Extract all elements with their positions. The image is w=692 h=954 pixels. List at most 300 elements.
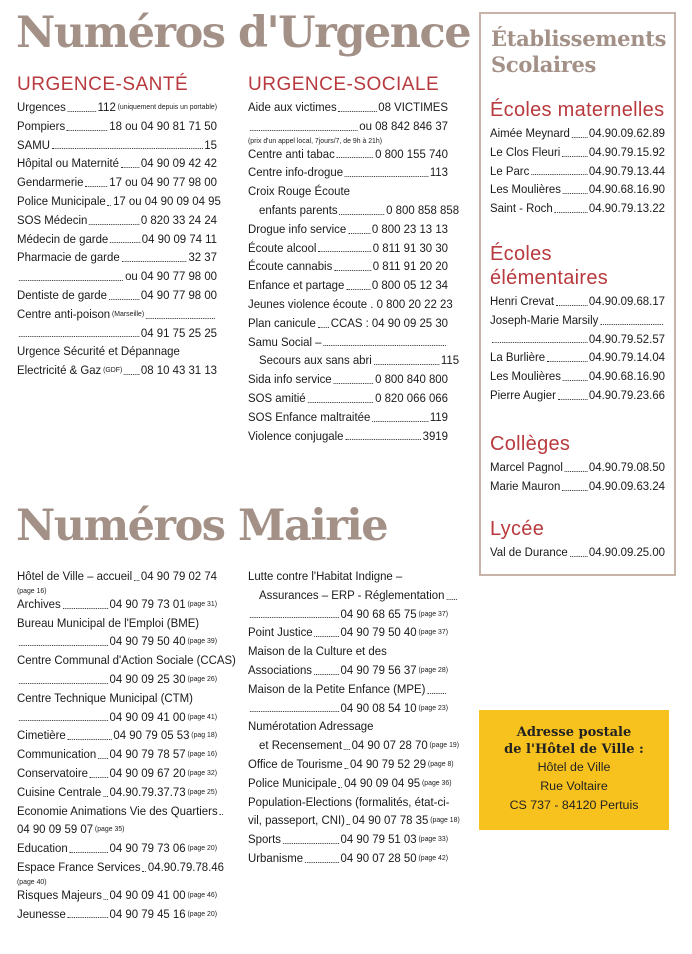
list-item [17, 886, 217, 905]
row-label: Education [17, 841, 68, 856]
list-item [17, 267, 217, 286]
row-number: 17 ou 04 90 77 98 00 [109, 175, 217, 190]
row-number: 04.90.09.68.17 [588, 294, 666, 308]
row-label: Centre anti tabac [248, 146, 335, 161]
row-number: 04 90 07 78 35 [352, 813, 429, 828]
list-item [17, 98, 217, 117]
row-label: Écoute alcool [248, 240, 317, 255]
dot-leader [250, 711, 339, 712]
dot-leader [314, 674, 339, 675]
dot-leader [323, 345, 446, 346]
dot-leader [103, 796, 108, 797]
list-item [17, 117, 217, 136]
row-number: 3919 [422, 428, 448, 443]
row-number: 04.90.09.62.89 [588, 126, 666, 140]
list-item [248, 351, 459, 370]
list-item [248, 220, 448, 239]
dot-leader [63, 608, 108, 609]
urgence-sociale-section [248, 74, 460, 445]
maternelles-section [490, 98, 665, 218]
row-note: (page 23) [418, 702, 448, 712]
row-label: Point Justice [248, 625, 313, 640]
list-item [17, 839, 217, 858]
dot-leader [337, 157, 374, 158]
list-item [248, 774, 452, 793]
dot-leader [68, 111, 96, 112]
urgence-title: Numéros d'Urgence [16, 8, 471, 58]
row-label: Population-Elections (formalités, état-ci- [248, 794, 450, 809]
dot-leader [19, 683, 108, 684]
adresse-title-line1: Adresse postale [516, 725, 632, 740]
text-line [248, 586, 459, 605]
row-label: Aide aux victimes [248, 100, 337, 114]
note-line: (page 16) [17, 585, 47, 595]
row-number: 04.90.79.52.57 [588, 331, 666, 346]
row-label: Centre Communal d'Action Sociale (CCAS) [17, 653, 236, 668]
dot-leader [108, 205, 112, 206]
dot-leader [98, 758, 108, 759]
row-label: Numérotation Adressage [248, 719, 374, 734]
list-item [17, 230, 217, 249]
row-label: Centre Technique Municipal (CTM) [17, 690, 193, 705]
row-label: Communication [17, 747, 97, 762]
row-label: Henri Crevat [490, 294, 554, 308]
row-label: Enfance et partage [248, 278, 345, 293]
row-number: 04 90 77 98 00 [140, 287, 217, 302]
row-label: Sida info service [248, 372, 332, 387]
note-line: (page 40) [17, 876, 47, 886]
list-item [248, 257, 448, 276]
row-label: Marie Mauron [490, 478, 561, 493]
row-number: 04 90 79 05 53 [113, 728, 190, 743]
dot-leader [346, 289, 370, 290]
text-line [17, 689, 201, 708]
row-number: 04 90 79 02 74 [140, 569, 217, 583]
row-number: 08 10 43 31 13 [140, 363, 217, 378]
dot-leader [318, 251, 371, 252]
dot-leader [19, 720, 108, 721]
list-item [490, 367, 665, 386]
text-line [17, 651, 236, 670]
urgence-sante-list [17, 98, 221, 342]
list-item [248, 736, 459, 755]
row-number: 0 800 840 800 [375, 372, 448, 387]
row-number: 04.90.79.37.73 [109, 784, 186, 799]
list-item [17, 726, 217, 745]
row-number: 04 90 79 50 40 [340, 625, 417, 640]
dot-leader [556, 305, 587, 306]
row-number: 04 90 09 25 30 [109, 671, 186, 686]
list-item [248, 427, 448, 446]
row-label: Les Moulières [490, 369, 561, 384]
dot-leader [146, 318, 215, 319]
dot-leader [89, 224, 139, 225]
dot-leader [562, 490, 587, 491]
list-item [17, 173, 217, 192]
list-item [248, 605, 448, 624]
list-item [248, 370, 448, 389]
list-item [490, 543, 665, 562]
row-number: 04 90 09 42 42 [140, 156, 217, 171]
row-label: Écoute cannabis [248, 259, 333, 274]
list-item [490, 124, 665, 143]
depannage-row [17, 361, 217, 380]
row-label: Associations [248, 662, 312, 677]
row-label: Lutte contre l'Habitat Indigne – [248, 569, 403, 583]
list-item [248, 117, 448, 136]
list-item [248, 830, 448, 849]
row-label: La Burlière [490, 350, 546, 365]
row-label: Electricité & Gaz [17, 363, 102, 378]
dot-leader [283, 843, 339, 844]
dot-leader [446, 599, 457, 600]
row-label: Pompiers [17, 118, 66, 133]
row-label: 04 90 09 59 07 [17, 822, 94, 837]
text-line [248, 182, 432, 201]
row-number: 04 90 79 51 03 [340, 832, 417, 847]
row-label: et Recensement [259, 738, 343, 753]
dot-leader [68, 739, 112, 740]
row-label: Hôtel de Ville – accueil [17, 569, 133, 583]
dot-leader [85, 186, 107, 187]
row-number: 113 [429, 165, 448, 180]
row-number: 04.90.79.13.22 [588, 201, 666, 216]
row-number: 04.90.68.16.90 [588, 369, 666, 384]
dot-leader [104, 899, 108, 900]
row-label: Plan canicule [248, 315, 316, 330]
row-number: 04.90.09.63.24 [588, 478, 666, 493]
adresse-line1: Hôtel de Ville [537, 760, 611, 774]
dot-leader [562, 156, 587, 157]
dot-leader [109, 299, 139, 300]
list-item [17, 905, 217, 924]
row-label: Les Moulières [490, 182, 561, 197]
row-note: (GDF) [103, 365, 123, 375]
dot-leader [250, 130, 358, 131]
text-line [17, 820, 217, 839]
list-item [17, 136, 217, 155]
row-label: Cuisine Centrale [17, 784, 102, 799]
list-item [248, 201, 459, 220]
list-item [490, 386, 665, 405]
dot-leader [314, 636, 338, 637]
row-number: 119 [429, 409, 448, 424]
list-item [17, 192, 221, 211]
dot-leader [339, 787, 343, 788]
dot-leader [563, 380, 587, 381]
row-label: Police Municipale [17, 193, 106, 208]
list-item [17, 154, 217, 173]
row-label: enfants parents [259, 202, 338, 217]
row-number: 04 90 09 41 00 [109, 887, 186, 902]
row-label: Urbanisme [248, 850, 304, 865]
row-number: 115 [440, 353, 460, 368]
row-number: 04 90 09 74 11 [141, 231, 217, 246]
elementaires-heading-line2: élémentaires [490, 267, 609, 289]
row-label: Dentiste de garde [17, 287, 107, 302]
list-item [490, 180, 665, 199]
row-note: (page 18) [430, 815, 460, 825]
list-item [248, 811, 460, 830]
row-number: 04.90.79.23.66 [588, 387, 666, 402]
text-line [248, 717, 432, 736]
row-number: 04 90 09 04 95 [344, 775, 421, 790]
dot-leader [122, 261, 187, 262]
row-label: Aimée Meynard [490, 126, 570, 140]
row-number: CCAS : 04 90 09 25 30 [330, 315, 448, 330]
row-number: 04 90 79 52 29 [349, 756, 427, 771]
row-number: 04 90 79 78 57 [109, 747, 186, 762]
dot-leader [307, 402, 373, 403]
row-label: Médecin de garde [17, 231, 109, 246]
dot-leader [134, 580, 139, 581]
note-line: (prix d'un appel local, 7jours/7, de 9h à 21h) [248, 135, 383, 145]
dot-leader [220, 814, 224, 815]
row-label: Croix Rouge Écoute [248, 184, 351, 199]
row-label: Cimetière [17, 728, 66, 743]
list-item [490, 162, 665, 181]
row-number: 0 811 91 30 30 [372, 240, 448, 255]
list-item [248, 239, 448, 258]
dot-leader [52, 148, 203, 149]
row-note: (page 32) [187, 767, 217, 777]
dot-leader [19, 645, 108, 646]
adresse-postale-box [479, 710, 669, 830]
row-note: (page 20) [187, 843, 217, 853]
list-item [17, 708, 217, 727]
row-note: (uniquement depuis un portable) [117, 102, 217, 111]
dot-leader [570, 556, 588, 557]
list-item [17, 802, 217, 821]
row-number: 04 91 75 25 25 [140, 325, 217, 340]
list-item [248, 849, 448, 868]
row-number: 04 90 79 56 37 [340, 662, 417, 677]
list-item [17, 745, 217, 764]
row-note: (page 36) [421, 777, 452, 787]
list-item [248, 163, 448, 182]
dot-leader [427, 693, 446, 694]
row-label: SOS Enfance maltraitée [248, 409, 371, 424]
dot-leader [565, 471, 587, 472]
row-label: Marcel Pagnol [490, 460, 563, 474]
row-label: Centre anti-poison [17, 306, 111, 321]
row-number: 0 800 05 12 34 [371, 278, 448, 293]
text-line [248, 642, 432, 661]
mairie-title: Numéros Mairie [16, 501, 388, 551]
dot-leader [492, 342, 587, 343]
list-item [248, 623, 448, 642]
row-label: Joseph-Marie Marsily [490, 312, 599, 327]
row-number: 04.90.09.25.00 [588, 545, 666, 559]
row-number: 04.90.79.08.50 [588, 460, 666, 474]
list-item [490, 143, 665, 162]
dot-leader [572, 137, 587, 138]
row-number: 0 800 858 858 [386, 202, 460, 217]
list-item [490, 292, 665, 311]
row-label: Le Parc [490, 163, 530, 178]
list-item [490, 311, 665, 330]
row-number: 15 [204, 137, 217, 152]
row-number: 04.90.79.78.46 [147, 859, 224, 874]
dot-leader [142, 871, 146, 872]
list-item [17, 783, 217, 802]
dot-leader [333, 383, 373, 384]
lycee-heading: Lycée [490, 518, 545, 540]
depannage-label: Urgence Sécurité et Dépannage [17, 344, 180, 359]
row-label: Office de Tourisme [248, 756, 343, 771]
row-number: 0 820 066 066 [375, 390, 448, 405]
dot-leader [90, 777, 108, 778]
dot-leader [344, 768, 348, 769]
dot-leader [70, 852, 108, 853]
dot-leader [347, 824, 351, 825]
dot-leader [124, 374, 139, 375]
row-number: 04 90 09 41 00 [109, 709, 186, 724]
dot-leader [250, 617, 339, 618]
mairie-left-list [17, 567, 236, 923]
adresse-title-line2: de l'Hôtel de Ville : [504, 742, 644, 757]
etablissements-title-line1: Établissements [491, 26, 667, 51]
dot-leader [531, 174, 587, 175]
dot-leader [345, 176, 428, 177]
urgence-sociale-heading: URGENCE-SOCIALE [248, 74, 440, 95]
row-label: Economie Animations Vie des Quartiers [17, 803, 218, 818]
row-note: (page 35) [94, 824, 125, 834]
row-label: Pharmacie de garde [17, 250, 120, 265]
row-label: Police Municipale [248, 775, 337, 790]
row-number: 04 90 79 73 06 [109, 841, 186, 856]
row-label: Sports [248, 832, 281, 847]
list-item [248, 661, 448, 680]
text-line [17, 614, 201, 633]
row-label: Pierre Augier [490, 387, 556, 402]
row-label: Samu Social – [248, 334, 322, 349]
row-number: 32 37 [188, 250, 217, 265]
list-item [248, 314, 448, 333]
row-number: 17 ou 04 90 09 04 95 [113, 193, 221, 208]
etablissements-title-line2: Scolaires [491, 52, 597, 77]
row-label: SAMU [17, 137, 50, 152]
row-label: Violence conjugale [248, 428, 344, 443]
row-note: (page 33) [418, 834, 448, 844]
colleges-section [490, 432, 665, 496]
row-number: 04.90.79.15.92 [588, 144, 666, 159]
row-number: 04.90.79.14.04 [588, 350, 666, 365]
row-number: 0 811 91 20 20 [372, 259, 448, 274]
dot-leader [558, 399, 587, 400]
row-number: 04.90.79.13.44 [588, 163, 666, 178]
row-number: 0 800 155 740 [375, 146, 448, 161]
row-label: Risques Majeurs [17, 887, 102, 902]
colleges-heading: Collèges [490, 433, 571, 455]
row-number: 0 820 33 24 24 [140, 212, 217, 227]
text-line [248, 793, 450, 812]
row-label: Hôpital ou Maternité [17, 156, 120, 171]
row-number: 112 [97, 100, 116, 114]
row-number: 04 90 79 45 16 [109, 906, 186, 921]
dot-leader [374, 364, 439, 365]
row-label: Espace France Services [17, 859, 141, 874]
row-note: (page 8) [427, 758, 454, 768]
row-label: vil, passeport, CNI) [248, 813, 345, 828]
adresse-line3: CS 737 - 84120 Pertuis [509, 798, 639, 812]
dot-leader [121, 167, 139, 168]
dot-leader [110, 242, 140, 243]
row-note: (page 31) [187, 598, 217, 608]
urgence-sante-heading: URGENCE-SANTÉ [17, 74, 189, 95]
list-item [490, 348, 665, 367]
list-item [17, 595, 217, 614]
list-item [490, 477, 665, 496]
lycee-section [490, 517, 665, 562]
row-label: Jeunes violence écoute . 0 800 20 22 23 [248, 296, 453, 311]
dot-leader [68, 917, 108, 918]
row-number: 04 90 09 67 20 [109, 765, 186, 780]
row-note: (page 41) [187, 711, 217, 721]
row-note: (page 46) [187, 889, 217, 899]
row-label: Centre info-drogue [248, 165, 344, 180]
dot-leader [19, 280, 123, 281]
row-label: Gendarmerie [17, 175, 84, 190]
dot-leader [19, 336, 139, 337]
row-label: Le Clos Fleuri [490, 144, 561, 159]
row-label: Archives [17, 596, 61, 611]
row-number: 18 ou 04 90 81 71 50 [109, 118, 217, 133]
list-item [248, 333, 448, 352]
row-number: ou 08 842 846 37 [359, 118, 448, 133]
row-note: (page 26) [187, 673, 217, 683]
row-number: 04 90 79 73 01 [109, 596, 186, 611]
urgence-sociale-list [248, 98, 460, 445]
row-label: Bureau Municipal de l'Emploi (BME) [17, 615, 200, 630]
dot-leader [345, 439, 420, 440]
list-item [17, 632, 217, 651]
row-label: SOS Médecin [17, 212, 88, 227]
row-label: Urgences [17, 100, 66, 114]
elementaires-section [490, 242, 665, 405]
row-number: 04 90 07 28 50 [340, 850, 417, 865]
row-label: Val de Durance [490, 545, 568, 559]
row-note: (page 42) [418, 852, 448, 862]
row-number: 04 90 79 50 40 [109, 634, 186, 649]
row-label: Drogue info service [248, 221, 347, 236]
row-number: ou 04 90 77 98 00 [125, 269, 217, 284]
row-note: (pag 18) [191, 730, 217, 740]
row-label: Assurances – ERP - Réglementation [259, 587, 445, 602]
list-item [248, 276, 448, 295]
row-number: 0 800 23 13 13 [371, 221, 448, 236]
list-item [248, 98, 448, 117]
dot-leader [344, 749, 350, 750]
list-item [248, 699, 448, 718]
row-label: Maison de la Petite Enfance (MPE) [248, 681, 426, 696]
dot-leader [348, 233, 370, 234]
list-item [490, 458, 665, 477]
maternelles-heading: Écoles maternelles [490, 99, 665, 121]
row-note: (page 19) [429, 740, 460, 750]
row-label: SOS amitié [248, 390, 306, 405]
list-item [17, 764, 217, 783]
row-note: (page 37) [418, 627, 448, 637]
row-number: 04.90.68.16.90 [588, 182, 666, 197]
row-number: 04 90 08 54 10 [340, 700, 417, 715]
list-item [17, 305, 217, 324]
dot-leader [339, 214, 384, 215]
adresse-line2: Rue Voltaire [540, 779, 608, 793]
list-item [17, 858, 224, 877]
etablissements-scolaires-box [479, 12, 676, 576]
list-item [490, 330, 665, 349]
